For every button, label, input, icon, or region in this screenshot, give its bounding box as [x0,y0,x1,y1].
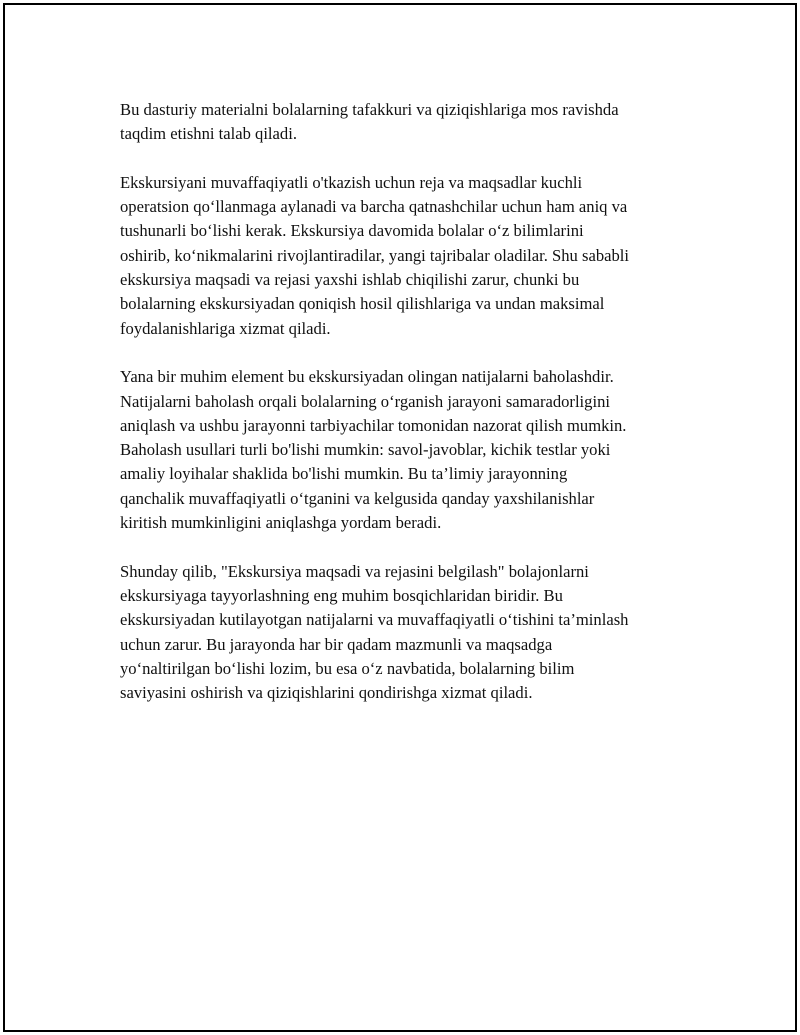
text-line: ekskursiyadan kutilayotgan natijalarni va muvaffaqiyatli o‘tishini ta’minlash [120,610,629,630]
document-body [120,98,700,730]
paragraph [120,98,700,147]
text-line: yo‘naltirilgan bo‘lishi lozim, bu esa o‘z navbatida, bolalarning bilim [120,658,575,678]
text-line: ekskursiya maqsadi va rejasi yaxshi ishlab chiqilishi zarur, chunki bu [120,270,580,290]
text-line: foydalanishlariga xizmat qiladi. [120,318,331,338]
text-line: taqdim etishni talab qiladi. [120,124,297,144]
text-line: Yana bir muhim element bu ekskursiyadan olingan natijalarni baholashdir. [120,367,614,387]
text-line: qanchalik muvaffaqiyatli o‘tganini va kelgusida qanday yaxshilanishlar [120,488,595,508]
text-line: kiritish mumkinligini aniqlashga yordam beradi. [120,513,442,533]
text-line: Bu dasturiy materialni bolalarning tafakkuri va qiziqishlariga mos ravishda [120,100,619,119]
text-line: Baholash usullari turli bo'lishi mumkin: savol-javoblar, kichik testlar yoki [120,440,611,460]
text-line: uchun zarur. Bu jarayonda har bir qadam mazmunli va maqsadga [120,634,553,654]
paragraph [120,365,700,535]
text-line: aniqlash va ushbu jarayonni tarbiyachilar tomonidan nazorat qilish mumkin. [120,415,627,435]
text-line: Natijalarni baholash orqali bolalarning o‘rganish jarayoni samaradorligini [120,391,610,411]
paragraph [120,560,700,706]
text-line: bolalarning ekskursiyadan qoniqish hosil qilishlariga va undan maksimal [120,294,605,314]
text-line: operatsion qo‘llanmaga aylanadi va barcha qatnashchilar uchun ham aniq va [120,197,628,217]
paragraph [120,171,700,341]
text-line: Ekskursiyani muvaffaqiyatli o'tkazish uchun reja va maqsadlar kuchli [120,172,583,192]
text-line: ekskursiyaga tayyorlashning eng muhim bosqichlaridan biridir. Bu [120,585,563,605]
text-line: amaliy loyihalar shaklida bo'lishi mumkin. Bu ta’limiy jarayonning [120,464,568,484]
text-line: Shunday qilib, "Ekskursiya maqsadi va rejasini belgilash" bolajonlarni [120,561,589,581]
text-line: tushunarli bo‘lishi kerak. Ekskursiya davomida bolalar o‘z bilimlarini [120,221,584,241]
document-page [3,3,797,1032]
text-line: saviyasini oshirish va qiziqishlarini qondirishga xizmat qiladi. [120,683,533,703]
text-line: oshirib, ko‘nikmalarini rivojlantiradilar, yangi tajribalar oladilar. Shu sababli [120,245,630,265]
